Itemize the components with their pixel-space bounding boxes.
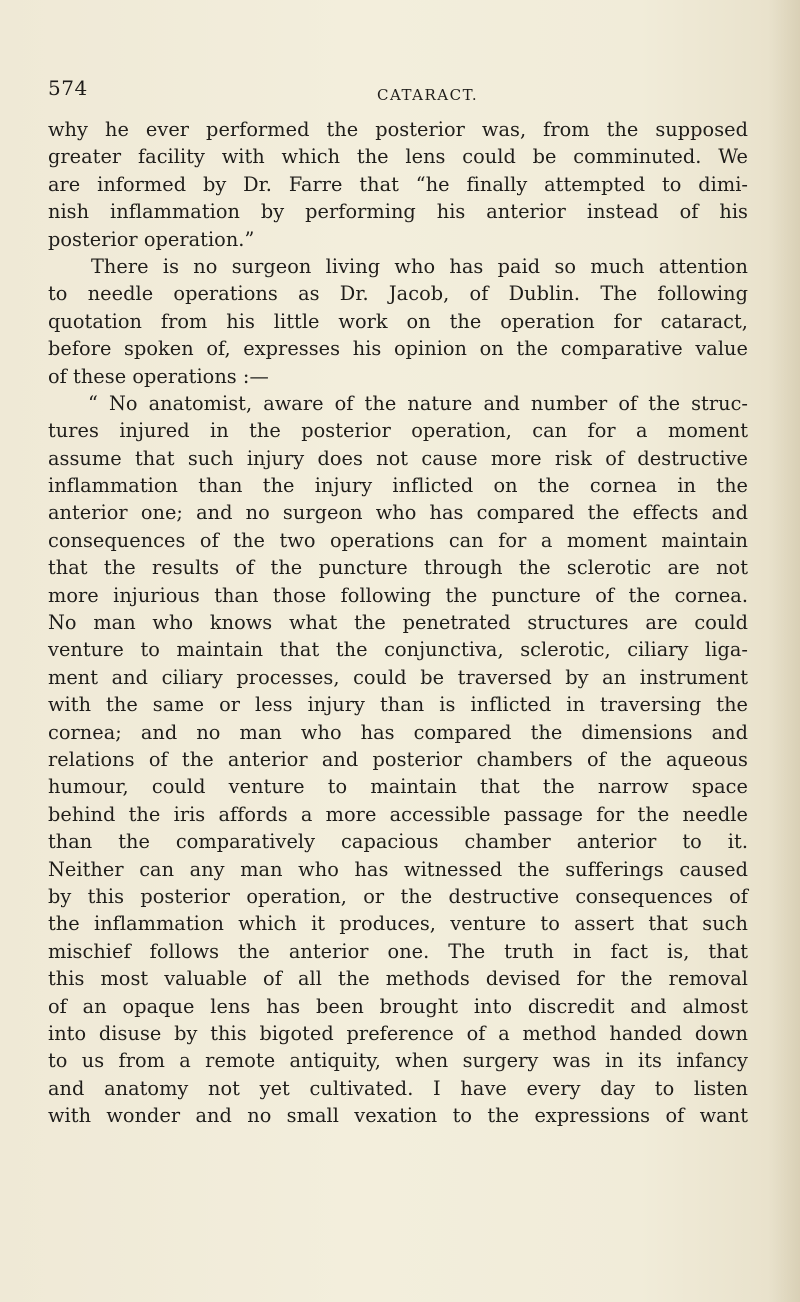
text-line: before spoken of, expresses his opinion on the comparative value <box>48 337 748 361</box>
text-line: why he ever performed the posterior was, from the supposed <box>48 118 748 141</box>
quote-line: “ No anatomist, aware of the nature and number of the struc- <box>88 391 748 415</box>
quote-line: anterior one; and no surgeon who has compared the effects and <box>48 501 748 525</box>
quote-line: consequences of the two operations can for a moment maintain <box>48 528 748 552</box>
text-line: greater facility with which the lens could be comminuted. We <box>48 145 748 169</box>
text-line: to needle operations as Dr. Jacob, of Dublin. The following <box>48 282 748 306</box>
quote-line: venture to maintain that the conjunctiva, sclerotic, ciliary liga- <box>48 638 748 662</box>
quote-line: assume that such injury does not cause more risk of destructive <box>48 446 748 470</box>
quote-line: inflammation than the injury inflicted on the cornea in the <box>48 474 748 498</box>
quote-line: this most valuable of all the methods devised for the removal <box>48 967 748 991</box>
quote-line: by this posterior operation, or the destructive consequences of <box>48 884 748 908</box>
quote-line: behind the iris affords a more accessible passage for the needle <box>48 802 748 826</box>
quote-line: and anatomy not yet cultivated. I have every day to listen <box>48 1076 748 1100</box>
quote-line: relations of the anterior and posterior chambers of the aqueous <box>48 747 748 771</box>
quote-line: Neither can any man who has witnessed the sufferings caused <box>48 857 748 881</box>
running-head: CATARACT. <box>377 86 479 104</box>
quote-line: ment and ciliary processes, could be traversed by an instrument <box>48 665 748 689</box>
text-line: quotation from his little work on the operation for cataract, <box>48 309 748 333</box>
page-number: 574 <box>48 76 88 100</box>
body-text <box>48 116 748 1129</box>
quote-line: than the comparatively capacious chamber anterior to it. <box>48 830 748 854</box>
text-line: There is no surgeon living who has paid so much attention <box>91 254 748 278</box>
quote-line: No man who knows what the penetrated structures are could <box>48 611 748 635</box>
text-line: posterior operation.” <box>48 227 255 251</box>
quote-line: humour, could venture to maintain that the narrow space <box>48 775 748 799</box>
quote-line: with the same or less injury than is inflicted in traversing the <box>48 693 748 717</box>
text-line: nish inflammation by performing his anterior instead of his <box>48 200 748 224</box>
quote-line: to us from a remote antiquity, when surgery was in its infancy <box>48 1049 748 1073</box>
quote-line: that the results of the puncture through the sclerotic are not <box>48 556 748 580</box>
quote-line: of an opaque lens has been brought into discredit and almost <box>48 994 748 1018</box>
quote-line: mischief follows the anterior one. The truth in fact is, that <box>48 939 748 963</box>
text-line: are informed by Dr. Farre that “he finally attempted to dimi- <box>48 172 748 196</box>
quote-line: tures injured in the posterior operation, can for a moment <box>48 419 748 443</box>
text-line: of these operations :— <box>48 364 269 388</box>
quote-line: cornea; and no man who has compared the dimensions and <box>48 720 748 744</box>
quote-line: the inflammation which it produces, venture to assert that such <box>48 912 748 936</box>
quote-line: more injurious than those following the puncture of the cornea. <box>48 583 748 607</box>
quote-line: with wonder and no small vexation to the expressions of want <box>48 1104 748 1128</box>
quote-line: into disuse by this bigoted preference of a method handed down <box>48 1021 748 1045</box>
